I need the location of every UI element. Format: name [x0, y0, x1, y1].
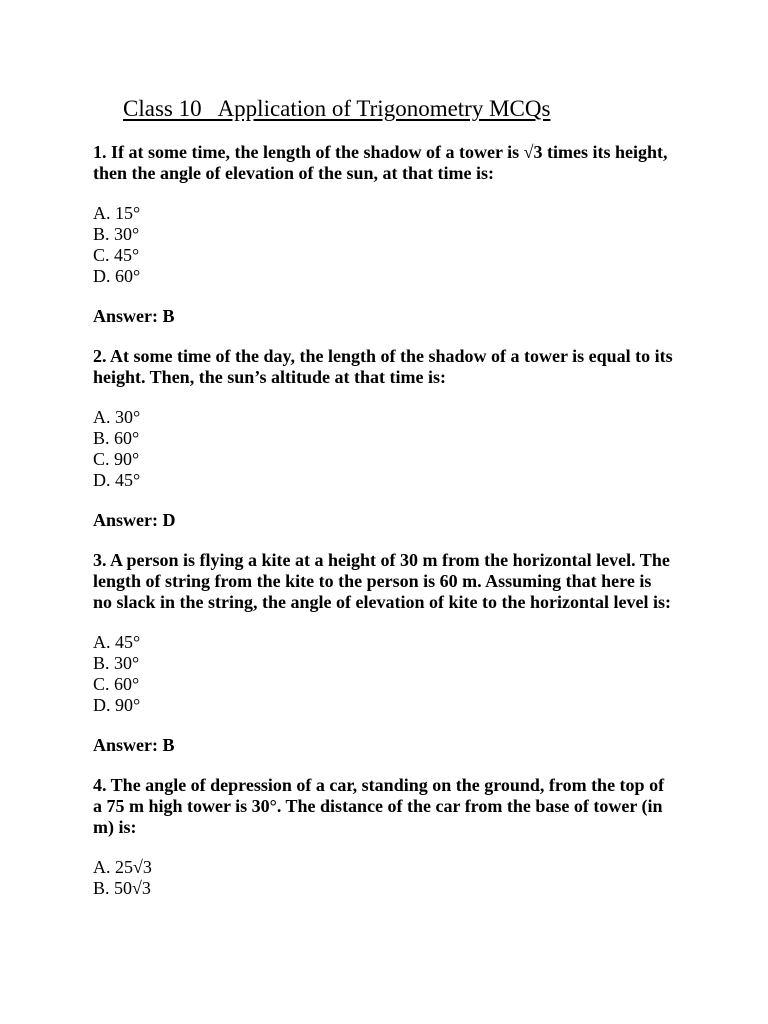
option-a: A. 15°	[93, 203, 141, 223]
option-b: B. 50√3	[93, 878, 151, 898]
option-d: D. 90°	[93, 695, 141, 715]
question-2	[93, 346, 728, 531]
option-c: C. 45°	[93, 245, 140, 265]
page-title: Class 10 Application of Trigonometry MCQs	[123, 96, 551, 121]
question-text: 4. The angle of depression of a car, standing on the ground, from the top of a 75 m high tower is 30°. The distance of the car from the base of tower (in m) is:	[93, 775, 665, 837]
option-list	[93, 203, 728, 287]
answer-text: Answer: B	[93, 735, 175, 755]
option-list	[93, 857, 728, 899]
question-4	[93, 775, 728, 899]
question-3	[93, 550, 728, 756]
option-d: D. 60°	[93, 266, 141, 286]
option-c: C. 60°	[93, 674, 140, 694]
option-b: B. 60°	[93, 428, 140, 448]
option-a: A. 30°	[93, 407, 141, 427]
option-a: A. 45°	[93, 632, 141, 652]
question-text: 2. At some time of the day, the length of the shadow of a tower is equal to its height. Then, the sun’s altitude at that time is:	[93, 346, 673, 387]
option-a: A. 25√3	[93, 857, 152, 877]
answer-text: Answer: B	[93, 306, 175, 326]
answer-text: Answer: D	[93, 510, 176, 530]
question-text: 1. If at some time, the length of the shadow of a tower is √3 times its height, then the angle of elevation of the sun, at that time is:	[93, 142, 668, 183]
option-list	[93, 407, 728, 491]
option-b: B. 30°	[93, 224, 140, 244]
option-list	[93, 632, 728, 716]
question-text: 3. A person is flying a kite at a height of 30 m from the horizontal level. The length of string from the kite to the person is 60 m. Assuming that here is no slack in the string, the angle of elevation of kite to the horizontal level is:	[93, 550, 671, 612]
option-c: C. 90°	[93, 449, 140, 469]
option-b: B. 30°	[93, 653, 140, 673]
option-d: D. 45°	[93, 470, 141, 490]
question-1	[93, 142, 728, 327]
